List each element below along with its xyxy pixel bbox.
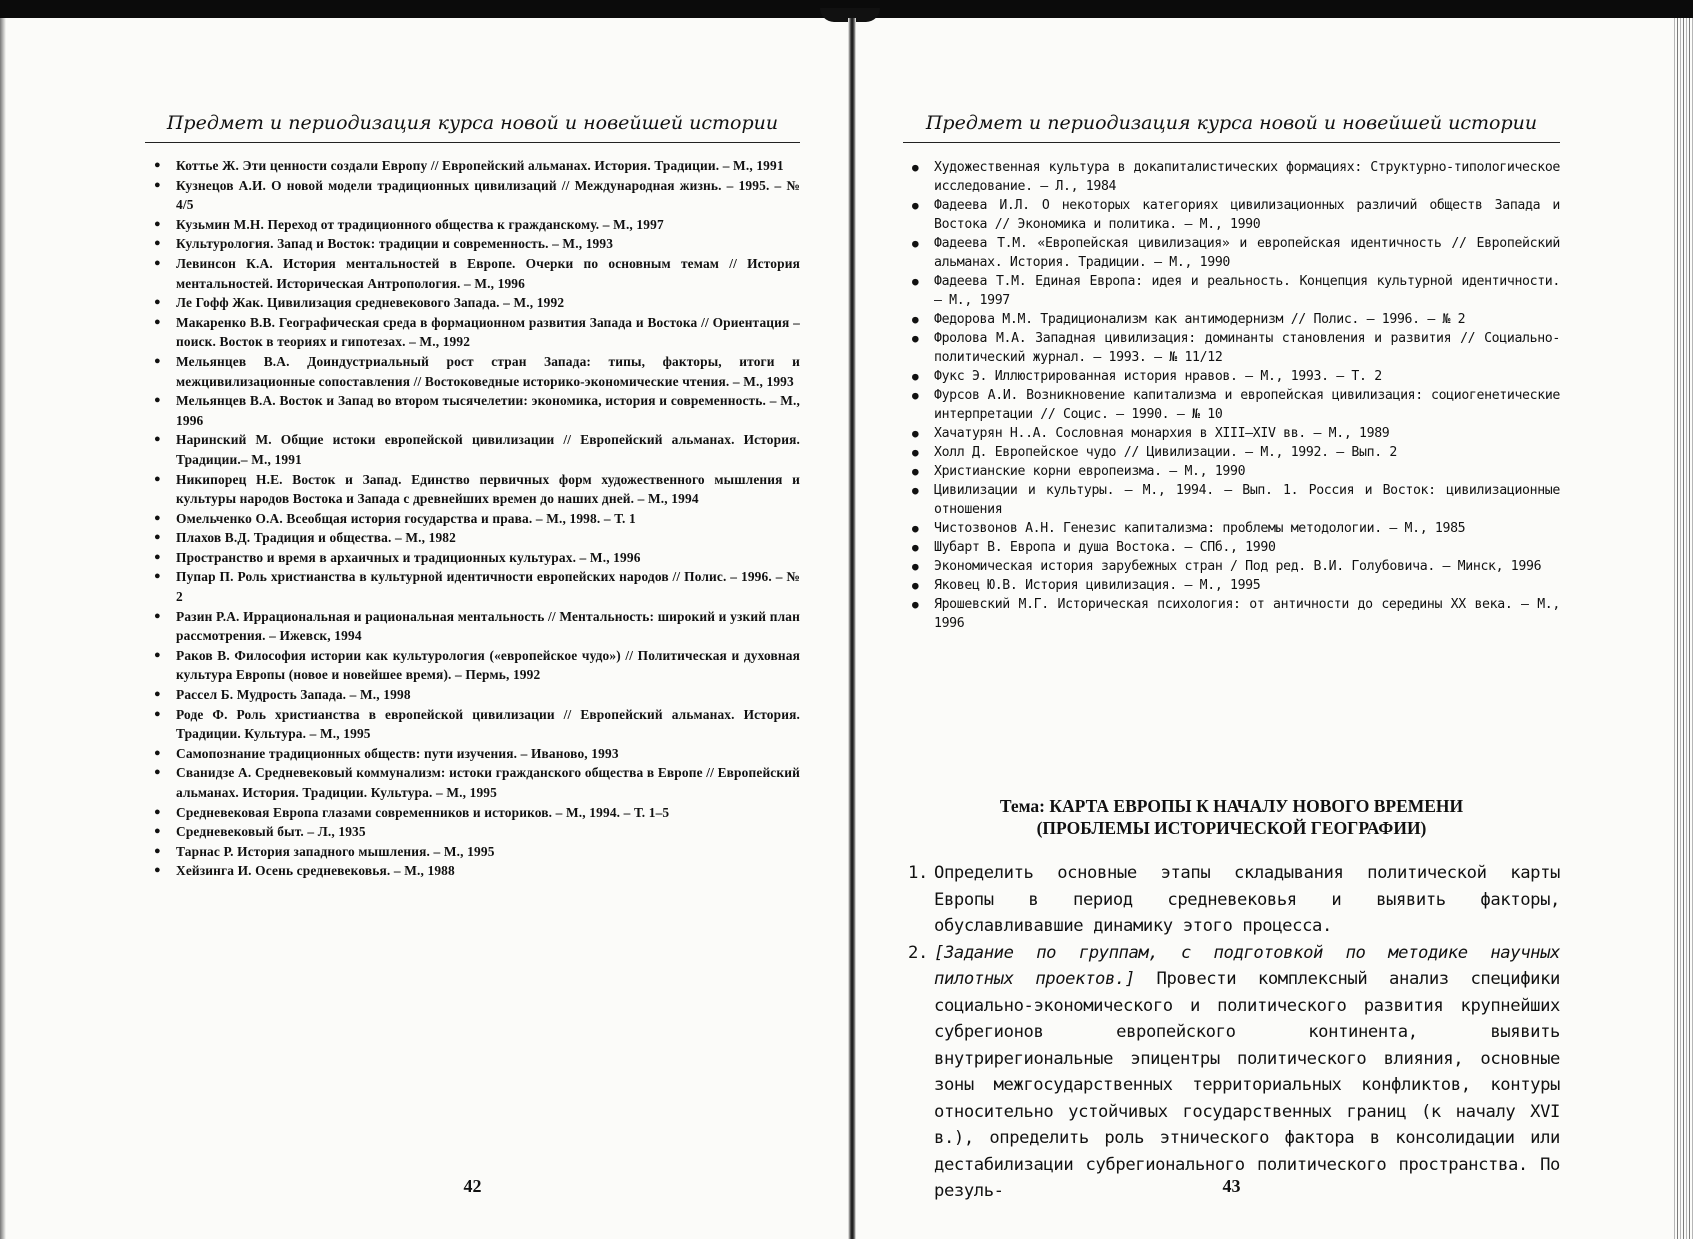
bullet-icon: ● [154, 315, 161, 328]
entry-text: Средневековый быт. – Л., 1935 [176, 824, 366, 840]
bullet-icon: ● [154, 433, 161, 446]
bibliography-entry [145, 646, 800, 685]
header-rule [903, 142, 1560, 143]
bullet-icon: ● [154, 296, 161, 309]
entry-text: Рассел Б. Мудрость Запада. – М., 1998 [176, 687, 411, 703]
bullet-icon: ● [912, 560, 919, 573]
bullet-icon: ● [154, 511, 161, 524]
bullet-icon: ● [912, 427, 919, 440]
bullet-icon: ● [912, 332, 919, 345]
scan-left-shadow [0, 18, 6, 1239]
entry-text: Холл Д. Европейское чудо // Цивилизации. – М., 1992. – Вып. 2 [934, 445, 1397, 460]
bullet-icon: ● [912, 465, 919, 478]
bibliography-entry [903, 538, 1560, 557]
bullet-icon: ● [154, 609, 161, 622]
bibliography-entry [145, 391, 800, 430]
entry-text: Художественная культура в докапиталистических формациях: Структурно-типологическое исследование. – Л., 1984 [934, 160, 1560, 194]
bibliography-entry [145, 744, 800, 764]
bullet-icon: ● [154, 688, 161, 701]
bibliography-entry [145, 156, 800, 176]
entry-text: Коттье Ж. Эти ценности создали Европу // Европейский альманах. История. Традиции. – М., 1991 [176, 158, 784, 173]
section-title-line: Тема: КАРТА ЕВРОПЫ К НАЧАЛУ НОВОГО ВРЕМЕНИ [999, 796, 1464, 816]
bullet-icon: ● [912, 598, 919, 611]
bibliography-entry [903, 576, 1560, 595]
entry-text: Разин Р.А. Иррациональная и рациональная ментальность // Ментальность: широкий и узкий план рассмотрения. – Ижевск, 1994 [176, 608, 800, 644]
bibliography-entry [145, 861, 800, 881]
bibliography-entry [903, 158, 1560, 196]
bibliography-entry [903, 519, 1560, 538]
bibliography-entry [145, 705, 800, 744]
bullet-icon: ● [154, 570, 161, 583]
entry-text: Мельянцев В.А. Доиндустриальный рост стран Запада: типы, факторы, итоги и межцивилизационные сопоставления // Востоковедные историко-экономические чтения. – М., 1993 [176, 353, 800, 389]
entry-text: Фадеева Т.М. «Европейская цивилизация» и европейская идентичность // Европейский альманах. История. Традиции. – М., 1990 [934, 236, 1560, 270]
bullet-icon: ● [912, 161, 919, 174]
bibliography-entry [145, 430, 800, 469]
bibliography-entry [903, 443, 1560, 462]
bibliography-entry [145, 176, 800, 215]
entry-text: Фадеева Т.М. Единая Европа: идея и реальность. Концепция культурной идентичности. – М., 1997 [934, 274, 1560, 308]
bullet-icon: ● [912, 541, 919, 554]
bullet-icon: ● [154, 707, 161, 720]
entry-text: Культурология. Запад и Восток: традиции и современность. – М., 1993 [176, 236, 614, 252]
bibliography-entry [145, 313, 800, 352]
bullet-icon: ● [154, 864, 161, 877]
bullet-icon: ● [154, 178, 161, 191]
entry-text: Кузьмин М.Н. Переход от традиционного общества к гражданскому. – М., 1997 [176, 216, 664, 232]
bullet-icon: ● [154, 531, 161, 544]
entry-text: Макаренко В.В. Географическая среда в формационном развития Запада и Востока // Ориентация – поиск. Восток в теориях и гипотезах. – М., 1992 [176, 314, 800, 350]
bibliography-entry [145, 215, 800, 235]
bullet-icon: ● [912, 579, 919, 592]
bibliography-entry [903, 595, 1560, 633]
bibliography-entry [145, 528, 800, 548]
bullet-icon: ● [912, 237, 919, 250]
bullet-icon: ● [912, 522, 919, 535]
entry-text: Шубарт В. Европа и душа Востока. – СПб., 1990 [934, 540, 1276, 555]
task-list [903, 860, 1560, 1205]
entry-text: Фадеева И.Л. О некоторых категориях цивилизационных различий обществ Запада и Востока // Экономика и политика. – М., 1990 [934, 198, 1560, 232]
entry-text: Фролова М.А. Западная цивилизация: доминанты становления и развития // Социально-политический журнал. – 1993. – № 11/12 [934, 331, 1560, 365]
section-title-line: (ПРОБЛЕМЫ ИСТОРИЧЕСКОЙ ГЕОГРАФИИ) [1036, 818, 1427, 838]
bullet-icon: ● [154, 550, 161, 563]
running-head: Предмет и периодизация курса новой и новейшей истории [925, 112, 1538, 134]
book-spine [848, 18, 856, 1239]
bibliography-entry [145, 548, 800, 568]
entry-text: Цивилизации и культуры. – М., 1994. – Вып. 1. Россия и Восток: цивилизационные отношения [934, 483, 1560, 517]
bullet-icon: ● [912, 389, 919, 402]
task-text: Провести комплексный анализ специфики социально-экономического и политического развития крупнейших субрегионов европейского континента, выявить внутрирегиональные эпицентры политического влияния, основные зоны межгосударственных территориальных конфликтов, контуры относительно устойчивых государственных границ (к началу XVI в.), определить роль этнического фактора в консолидации или дестабилизации субрегионального политического пространства. По резуль- [934, 969, 1561, 1201]
bullet-icon: ● [912, 370, 919, 383]
bullet-icon: ● [154, 805, 161, 818]
page-number: 42 [463, 1176, 482, 1196]
task-text: Определить основные этапы складывания политической карты Европы в период средневековья и выявить факторы, обуславливавшие динамику этого процесса. [934, 863, 1560, 936]
bibliography-entry [145, 822, 800, 842]
bullet-icon: ● [154, 159, 161, 171]
entry-text: Фурсов А.И. Возникновение капитализма и европейская цивилизация: социогенетические интерпретации // Социс. – 1990. – № 10 [934, 388, 1560, 422]
bullet-icon: ● [912, 446, 919, 459]
bullet-icon: ● [154, 217, 161, 230]
bibliography-entry [903, 196, 1560, 234]
entry-text: Кузнецов А.И. О новой модели традиционных цивилизаций // Международная жизнь. – 1995. – № 4/5 [176, 177, 800, 213]
entry-text: Христианские корни европеизма. – М., 1990 [934, 464, 1246, 479]
bibliography-entry [903, 234, 1560, 272]
bibliography-entry [903, 329, 1560, 367]
entry-text: Раков В. Философия истории как культурология («европейское чудо») // Политическая и духовная культура Европы (новое и новейшее время). – Пермь, 1992 [176, 647, 800, 683]
page-edges [1672, 18, 1693, 1239]
entry-text: Тарнас Р. История западного мышления. – М., 1995 [176, 843, 495, 859]
bullet-icon: ● [154, 746, 161, 759]
bibliography-entry [145, 567, 800, 606]
bibliography-entry [145, 763, 800, 802]
bibliography-entry [903, 272, 1560, 310]
bibliography-entry [145, 509, 800, 529]
entry-text: Мельянцев В.А. Восток и Запад во втором тысячелетии: экономика, история и современность. – М., 1996 [176, 393, 800, 428]
entry-text: Хейзинга И. Осень средневековья. – М., 1988 [176, 863, 455, 879]
task-item [903, 860, 1560, 940]
section-title [903, 795, 1560, 839]
entry-text: Пространство и время в архаичных и традиционных культурах. – М., 1996 [176, 549, 641, 565]
bibliography-list [903, 158, 1560, 633]
bibliography-entry [903, 310, 1560, 329]
header-rule [145, 142, 800, 143]
left-page [145, 0, 800, 1239]
entry-text: Ярошевский М.Г. Историческая психология: от античности до середины XX века. – М., 1996 [934, 597, 1560, 631]
task-number: 2. [908, 942, 928, 963]
entry-text: Федорова М.М. Традиционализм как антимодернизм // Полис. – 1996. – № 2 [934, 312, 1466, 327]
bibliography-entry [145, 607, 800, 646]
bibliography-entry [145, 254, 800, 293]
page-number: 43 [1222, 1176, 1241, 1196]
entry-text: Яковец Ю.В. История цивилизация. – М., 1995 [934, 578, 1261, 593]
running-head: Предмет и периодизация курса новой и новейшей истории [166, 112, 779, 134]
bibliography-entry [903, 367, 1560, 386]
entry-text: Ле Гофф Жак. Цивилизация средневекового Запада. – М., 1992 [176, 295, 565, 311]
task-number: 1. [908, 863, 928, 883]
bullet-icon: ● [912, 199, 919, 212]
bullet-icon: ● [154, 844, 161, 857]
bibliography-entry [145, 803, 800, 823]
bullet-icon: ● [912, 484, 919, 497]
bibliography-entry [145, 293, 800, 313]
bibliography-entry [145, 352, 800, 391]
bullet-icon: ● [154, 472, 161, 485]
bullet-icon: ● [154, 256, 161, 269]
bullet-icon: ● [912, 313, 919, 326]
entry-text: Хачатурян Н..А. Сословная монархия в XIII–XIV вв. – М., 1989 [934, 426, 1390, 441]
entry-text: Омельченко О.А. Всеобщая история государства и права. – М., 1998. – Т. 1 [176, 510, 636, 526]
bibliography-entry [903, 424, 1560, 443]
bibliography-entry [145, 234, 800, 254]
bibliography-entry [903, 481, 1560, 519]
bibliography-list [145, 156, 800, 881]
bibliography-entry [903, 462, 1560, 481]
bullet-icon: ● [154, 766, 161, 779]
entry-text: Наринский М. Общие истоки европейской цивилизации // Европейский альманах. История. Традиции.– М., 1991 [176, 432, 800, 467]
entry-text: Экономическая история зарубежных стран / Под ред. В.И. Голубовича. – Минск, 1996 [934, 559, 1542, 574]
entry-text: Роде Ф. Роль христианства в европейской цивилизации // Европейский альманах. История. Традиции. Культура. – М., 1995 [176, 706, 800, 742]
entry-text: Чистозвонов А.Н. Генезис капитализма: проблемы методологии. – М., 1985 [934, 521, 1466, 536]
bullet-icon: ● [154, 394, 161, 407]
task-note: [Задание по группам, с подготовкой по методике научных пилотных проектов.] [934, 942, 1560, 989]
bibliography-entry [145, 685, 800, 705]
entry-text: Средневековая Европа глазами современников и историков. – М., 1994. – Т. 1–5 [176, 804, 670, 820]
entry-text: Плахов В.Д. Традиция и общества. – М., 1982 [176, 530, 456, 546]
entry-text: Сванидзе А. Средневековый коммунализм: истоки гражданского общества в Европе // Европейский альманах. История. Традиции. Культура. – М., 1995 [176, 765, 800, 800]
bullet-icon: ● [154, 354, 161, 367]
entry-text: Пупар П. Роль христианства в культурной идентичности европейских народов // Полис. – 1996. – № 2 [176, 569, 800, 605]
bibliography-entry [903, 557, 1560, 576]
bibliography-entry [903, 386, 1560, 424]
task-item [903, 940, 1560, 1205]
right-page [903, 0, 1560, 1239]
bullet-icon: ● [154, 648, 161, 661]
bullet-icon: ● [154, 237, 161, 250]
bullet-icon: ● [154, 825, 161, 838]
entry-text: Никипорец Н.Е. Восток и Запад. Единство первичных форм художественного мышления и культуры народов Востока и Запада с древнейших времен до наших дней. – М., 1994 [176, 471, 800, 507]
entry-text: Фукс Э. Иллюстрированная история нравов. – М., 1993. – Т. 2 [934, 369, 1382, 384]
entry-text: Левинсон К.А. История ментальностей в Европе. Очерки по основным темам // История ментальностей. Историческая Антропология. – М., 1996 [176, 255, 800, 291]
bullet-icon: ● [912, 275, 919, 288]
bibliography-entry [145, 842, 800, 862]
bibliography-entry [145, 470, 800, 509]
entry-text: Самопознание традиционных обществ: пути изучения. – Иваново, 1993 [176, 745, 619, 761]
